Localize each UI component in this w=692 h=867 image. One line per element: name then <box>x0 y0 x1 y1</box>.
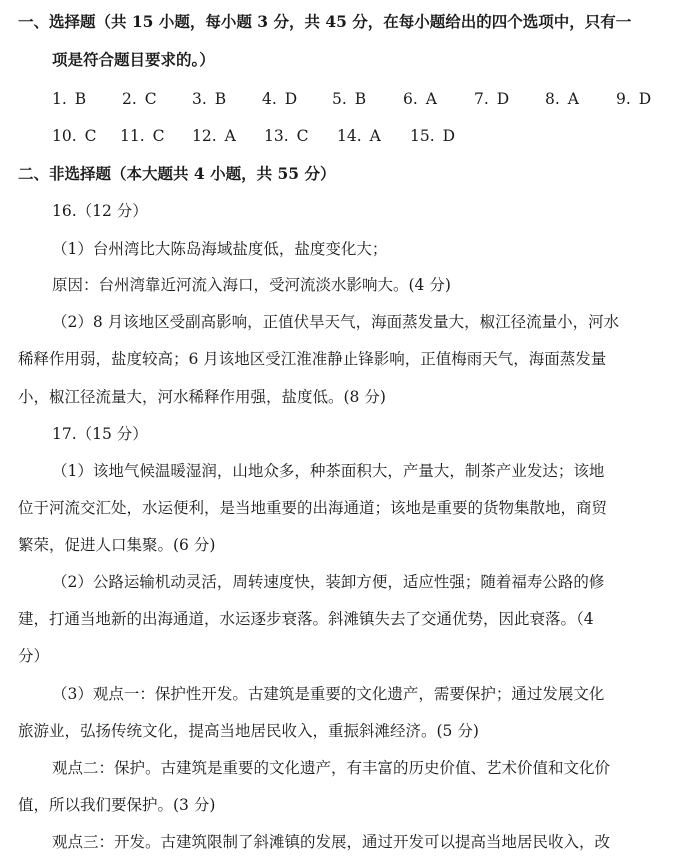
q16-line4: 稀释作用弱，盐度较高；6 月该地区受江淮准静止锋影响，正值梅雨天气，海面蒸发量 <box>18 350 607 368</box>
q17-line7: （3）观点一：保护性开发。古建筑是重要的文化遗产，需要保护；通过发展文化 <box>52 685 605 703</box>
answer-item: 10. C <box>52 127 97 145</box>
answer-item: 8. A <box>545 90 579 108</box>
answer-item: 5. B <box>332 90 367 108</box>
answer-item: 3. B <box>192 90 227 108</box>
answers-row-2 <box>0 126 692 146</box>
answer-item: 4. D <box>262 90 298 108</box>
q17-line4: （2）公路运输机动灵活，周转速度快，装卸方便，适应性强；随着福寿公路的修 <box>52 573 605 591</box>
q17-line2: 位于河流交汇处，水运便利，是当地重要的出海通道；该地是重要的货物集散地，商贸 <box>18 499 608 517</box>
section1-title-line1: 一、选择题（共 15 小题，每小题 3 分，共 45 分，在每小题给出的四个选项中，只有一 <box>18 12 632 31</box>
answer-item: 2. C <box>122 90 157 108</box>
answer-item: 12. A <box>192 127 236 145</box>
q16-line3: （2）8 月该地区受副高影响，正值伏旱天气，海面蒸发量大，椒江径流量小，河水 <box>52 313 620 331</box>
q17-line10: 值，所以我们要保护。(3 分) <box>18 796 216 814</box>
q16-header: 16.（12 分） <box>52 202 148 220</box>
q16-line5: 小，椒江径流量大，河水稀释作用强，盐度低。(8 分) <box>18 388 386 406</box>
answer-item: 6. A <box>403 90 437 108</box>
answers-row-1 <box>0 89 692 109</box>
q16-line1: （1）台州湾比大陈岛海域盐度低，盐度变化大； <box>52 240 388 258</box>
answer-item: 14. A <box>337 127 381 145</box>
q17-header: 17.（15 分） <box>52 425 148 443</box>
answer-item: 1. B <box>52 90 87 108</box>
answer-item: 11. C <box>120 127 165 145</box>
q17-line8: 旅游业，弘扬传统文化，提高当地居民收入，重振斜滩经济。(5 分) <box>18 722 479 740</box>
q17-line3: 繁荣，促进人口集聚。(6 分) <box>18 536 216 554</box>
answer-item: 9. D <box>616 90 652 108</box>
answer-item: 7. D <box>474 90 510 108</box>
q17-line1: （1）该地气候温暖湿润，山地众多，种茶面积大，产量大，制茶产业发达；该地 <box>52 462 605 480</box>
section1-title-line2: 项是符合题目要求的。） <box>52 50 215 69</box>
answer-item: 13. C <box>264 127 309 145</box>
section2-title: 二、非选择题（本大题共 4 小题，共 55 分） <box>18 164 336 183</box>
q16-line2: 原因：台州湾靠近河流入海口，受河流淡水影响大。(4 分) <box>52 276 451 294</box>
answer-item: 15. D <box>410 127 456 145</box>
q17-line11: 观点三：开发。古建筑限制了斜滩镇的发展，通过开发可以提高当地居民收入，改 <box>52 833 611 851</box>
q17-line6: 分） <box>18 647 50 665</box>
q17-line9: 观点二：保护。古建筑是重要的文化遗产，有丰富的历史价值、艺术价值和文化价 <box>52 759 611 777</box>
q17-line5: 建，打通当地新的出海通道，水运逐步衰落。斜滩镇失去了交通优势，因此衰落。（4 <box>18 610 594 628</box>
